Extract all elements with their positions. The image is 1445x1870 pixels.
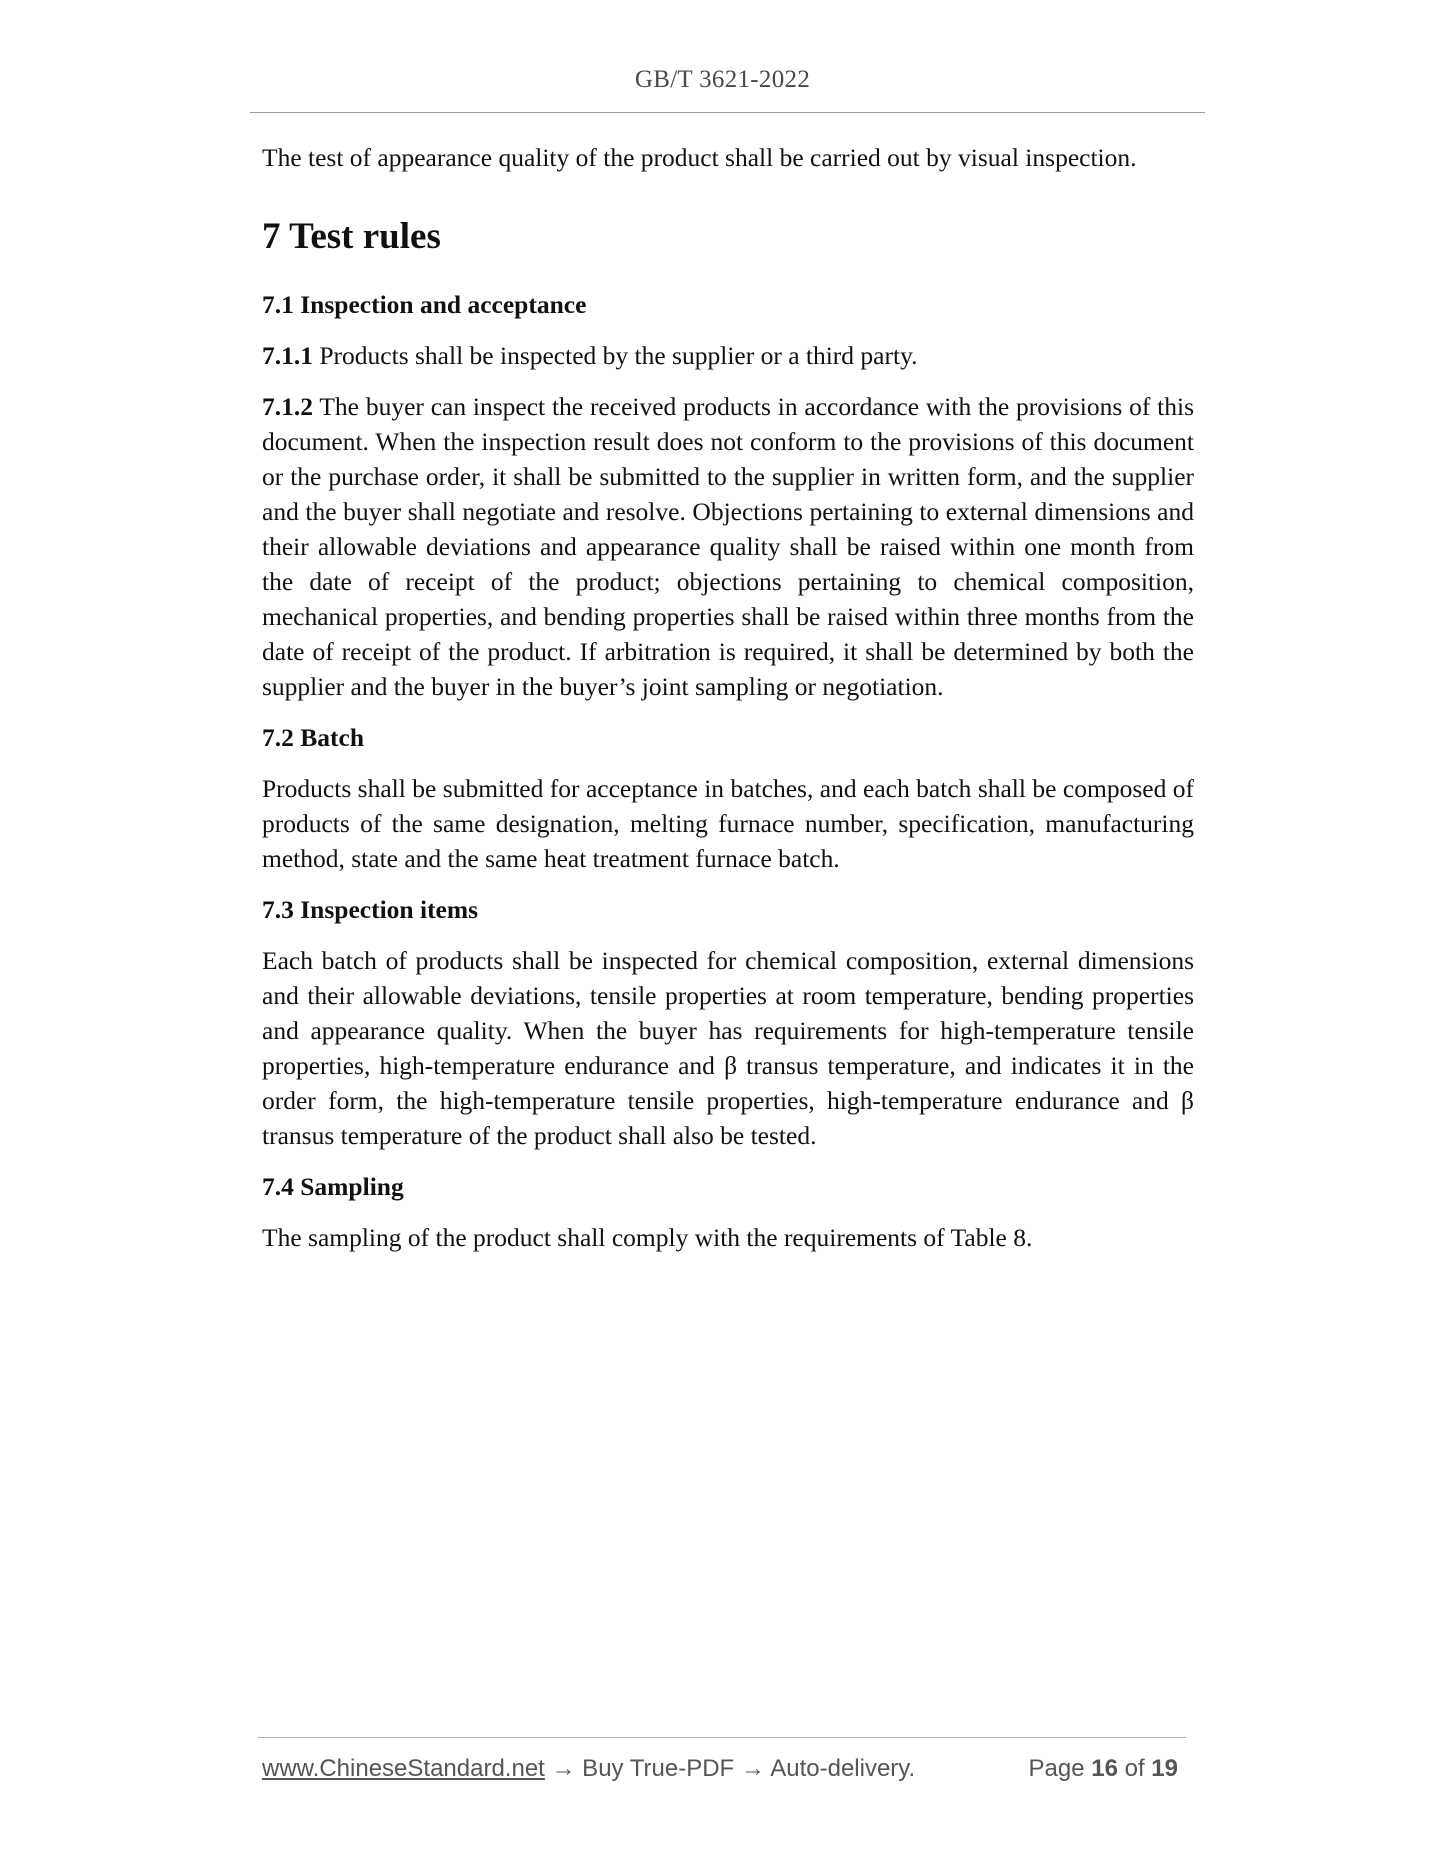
header-divider <box>250 112 1205 113</box>
footer-divider <box>258 1737 1186 1738</box>
page-current: 16 <box>1091 1755 1118 1782</box>
subsection-heading-7-4: 7.4 Sampling <box>262 1172 404 1201</box>
document-body <box>262 140 1194 1255</box>
batch-paragraph: Products shall be submitted for acceptance in batches, and each batch shall be composed of products of the same designation, melting furnace number, specification, manufacturing method, state and the same heat treatment furnace batch. <box>262 774 1194 873</box>
clause-7-1-1 <box>262 338 1194 373</box>
page-total: 19 <box>1151 1755 1178 1782</box>
intro-paragraph: The test of appearance quality of the product shall be carried out by visual inspection. <box>262 143 1137 172</box>
subsection-heading-7-1: 7.1 Inspection and acceptance <box>262 290 587 319</box>
page-header-title: GB/T 3621-2022 <box>634 66 811 93</box>
footer-promo <box>262 1754 915 1784</box>
clause-text: Products shall be inspected by the supplier or a third party. <box>313 341 918 370</box>
inspection-items-paragraph: Each batch of products shall be inspected for chemical composition, external dimensions and their allowable deviations, tensile properties at room temperature, bending properties and appearance quality. When the buyer has requirements for high-temperature tensile properties, high-temperature endurance and β transus temperature, and indicates it in the order form, the high-temperature tensile properties, high-temperature endurance and β transus temperature of the product shall also be tested. <box>262 946 1194 1150</box>
footer-promo-text: → Buy True-PDF → Auto-delivery. <box>544 1755 916 1782</box>
clause-number: 7.1.2 <box>262 392 313 421</box>
page-of-label: of <box>1117 1755 1152 1782</box>
page-number <box>1029 1754 1178 1784</box>
page-label: Page <box>1028 1755 1092 1782</box>
section-heading-7: 7 Test rules <box>262 216 441 257</box>
sampling-paragraph: The sampling of the product shall comply with the requirements of Table 8. <box>262 1223 1033 1252</box>
clause-number: 7.1.1 <box>262 341 313 370</box>
subsection-heading-7-3: 7.3 Inspection items <box>262 895 479 924</box>
subsection-heading-7-2: 7.2 Batch <box>262 723 364 752</box>
website-link[interactable]: www.ChineseStandard.net <box>262 1755 545 1782</box>
clause-text: The buyer can inspect the received products in accordance with the provisions of this document. When the inspection result does not conform to the provisions of this document or the purchase order, it shall be submitted to the supplier in written form, and the supplier and the buyer shall negotiate and resolve. Objections pertaining to external dimensions and their allowable deviations and appearance quality shall be raised within one month from the date of receipt of the product; objections pertaining to chemical composition, mechanical properties, and bending properties shall be raised within three months from the date of receipt of the product. If arbitration is required, it shall be determined by both the supplier and the buyer in the buyer’s joint sampling or negotiation. <box>262 392 1194 701</box>
clause-7-1-2 <box>262 389 1194 704</box>
